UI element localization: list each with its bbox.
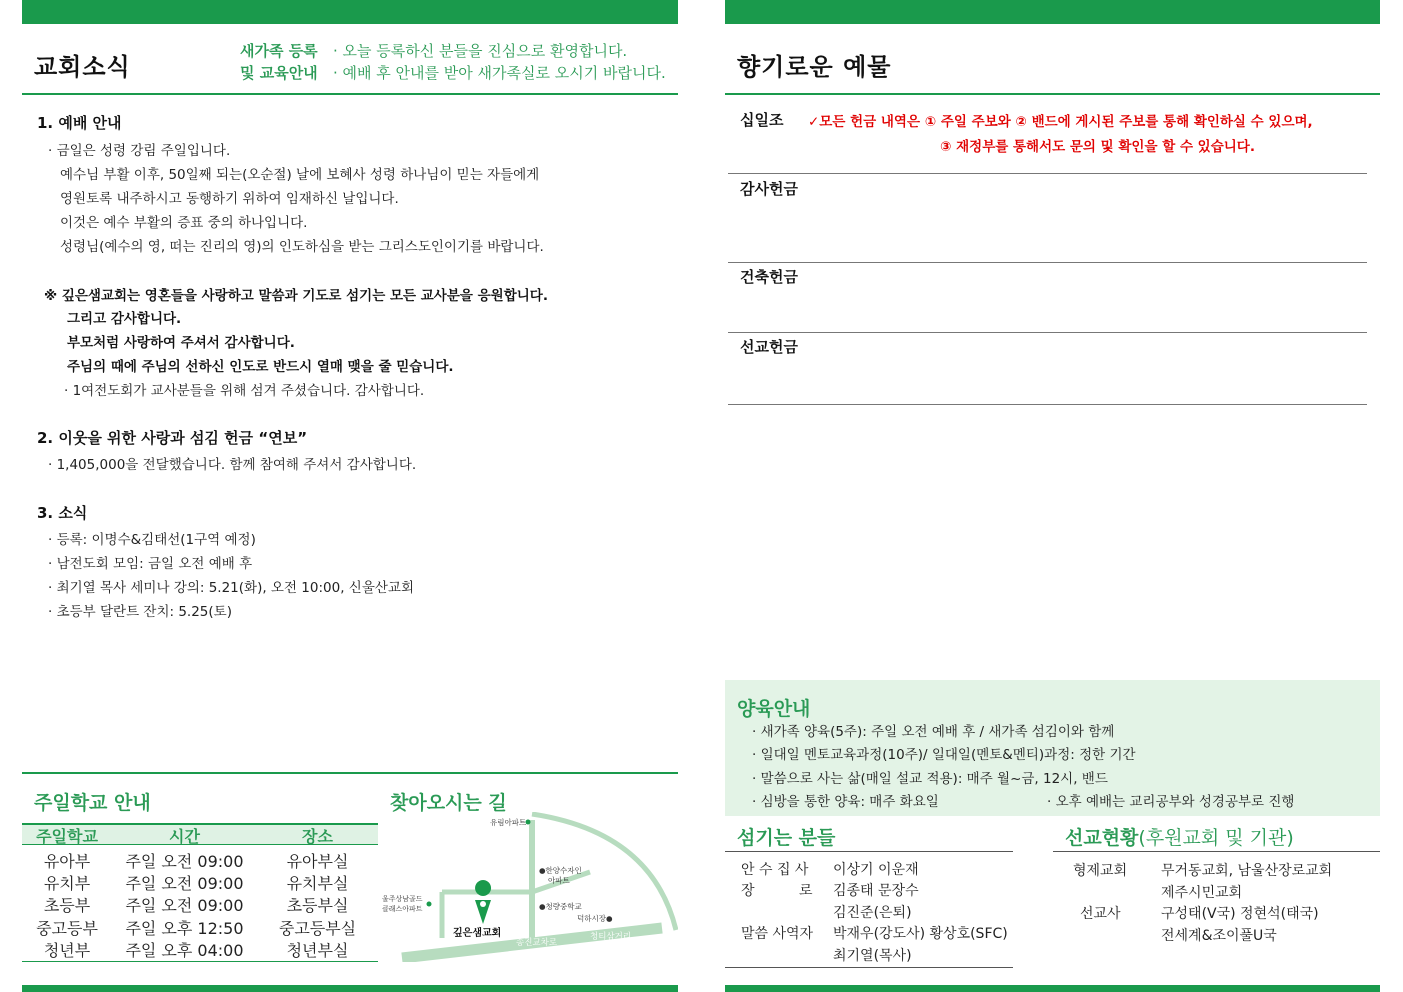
s1-note-0: ※ 깊은샘교회는 영혼들을 사랑하고 말씀과 기도로 섬기는 모든 교사분을 응원합니다. xyxy=(44,288,548,304)
notice-label-line-1: 새가족 등록 xyxy=(240,42,318,60)
edu-line-2: · 말씀으로 사는 삶(매일 설교 적용): 매주 월~금, 12시, 밴드 xyxy=(752,771,1108,787)
school-row-3-place: 중고등부실 xyxy=(278,919,357,938)
servant-names-2: 김진준(은퇴) xyxy=(833,905,912,921)
mission-names-1: 제주시민교회 xyxy=(1161,885,1243,901)
servant-names-3: 박재우(강도사) 황상호(SFC) xyxy=(833,926,1008,942)
map-label-ulju-1: 울주상남골드 xyxy=(382,895,423,903)
s1-note-3: 주님의 때에 주님의 선하신 인도로 반드시 열매 맺을 줄 믿습니다. xyxy=(67,359,454,375)
school-table-bottom xyxy=(22,961,378,962)
top-bar-left xyxy=(22,0,678,24)
map-label-road-1: 송진교차로 xyxy=(516,938,558,948)
edu-line-3: · 심방을 통한 양육: 매주 화요일 xyxy=(752,794,939,810)
s2-line: · 1,405,000을 전달했습니다. 함께 참여해 주셔서 감사합니다. xyxy=(48,457,417,473)
servant-names-1: 김종태 문장수 xyxy=(833,883,919,899)
servant-role-0: 안 수 집 사 xyxy=(741,862,809,878)
notice-label-line-2: 및 교육안내 xyxy=(240,64,318,82)
s1-line-2: 영원토록 내주하시고 동행하기 위하여 임재하신 날입니다. xyxy=(60,191,399,207)
map-label-ulju-2: 클래스아파트 xyxy=(382,905,423,913)
notice-label xyxy=(240,40,318,84)
school-row-0-time: 주일 오전 09:00 xyxy=(125,852,244,871)
servants-title: 섬기는 분들 xyxy=(737,827,836,849)
school-row-0-dept: 유아부 xyxy=(43,852,91,871)
map-label-road-2: 청티삼거리 xyxy=(590,932,632,942)
map-title: 찾아오시는 길 xyxy=(390,792,507,814)
section-1-title: 1. 예배 안내 xyxy=(37,114,122,132)
notice-text xyxy=(333,40,666,84)
s1-line-1: 예수님 부활 이후, 50일째 되는(오순절) 날에 보혜사 성령 하나님이 믿는 자들에게 xyxy=(60,167,540,183)
map-label-cheongnyang: ●청량중학교 xyxy=(539,902,582,911)
map-label-hanyang-1: ●한양수자인 xyxy=(539,866,582,875)
s1-line-4: 성령님(예수의 영, 떠는 진리의 영)의 인도하심을 받는 그리스도인이기를 바랍니다. xyxy=(60,239,544,255)
bottom-bar-left xyxy=(22,985,678,992)
edu-line-0: · 새가족 양육(5주): 주일 오전 예배 후 / 새가족 섬김이와 함께 xyxy=(752,724,1115,740)
tithe-note-line-1: ✓모든 헌금 내역은 ① 주일 주보와 ② 밴드에 게시된 주보를 통해 확인하실 수 있으며, xyxy=(808,114,1313,130)
directions-map xyxy=(382,812,678,962)
s1-note-sub: · 1여전도회가 교사분들을 위해 섬겨 주셨습니다. 감사합니다. xyxy=(64,383,425,399)
school-row-0-place: 유아부실 xyxy=(286,852,349,871)
divider-right-title xyxy=(725,93,1380,95)
map-label-deokha: 덕하시장● xyxy=(577,914,613,923)
school-row-3-dept: 중고등부 xyxy=(36,919,98,938)
map-dot-ulju xyxy=(427,902,432,907)
tithe-label: 십일조 xyxy=(740,111,784,129)
divider-building xyxy=(728,332,1367,333)
s3-line-1: · 남전도회 모임: 금일 오전 예배 후 xyxy=(48,556,253,572)
s3-line-0: · 등록: 이명수&김태선(1구역 예정) xyxy=(48,532,256,548)
notice-line-2: · 예배 후 안내를 받아 새가족실로 오시기 바랍니다. xyxy=(333,64,666,82)
school-row-4-time: 주일 오후 04:00 xyxy=(125,941,244,960)
servant-role-1: 장 로 xyxy=(741,883,813,899)
school-row-4-dept: 청년부 xyxy=(43,941,91,960)
school-row-4-place: 청년부실 xyxy=(286,941,349,960)
map-dot-yurim xyxy=(526,820,531,825)
s1-line-3: 이것은 예수 부활의 증표 중의 하나입니다. xyxy=(60,215,308,231)
divider-left-title xyxy=(22,93,678,95)
school-header-place: 장소 xyxy=(302,827,333,846)
mission-status-main: 선교현황 xyxy=(1065,827,1139,849)
divider-thanks xyxy=(728,262,1367,263)
tithe-note-line-2: ③ 재정부를 통해서도 문의 및 확인을 할 수 있습니다. xyxy=(940,139,1255,155)
servant-names-4: 최기열(목사) xyxy=(833,948,912,964)
thanks-offering-label: 감사헌금 xyxy=(740,180,798,198)
school-row-1-place: 유치부실 xyxy=(286,874,349,893)
mission-names-2: 구성태(V국) 정현석(태국) xyxy=(1161,906,1319,922)
school-header-dept: 주일학교 xyxy=(36,827,98,846)
school-row-1-dept: 유치부 xyxy=(43,874,91,893)
divider-mission xyxy=(728,404,1367,405)
edu-line-1: · 일대일 멘토교육과정(10주)/ 일대일(멘토&멘티)과정: 정한 기간 xyxy=(752,747,1136,763)
map-label-church: 깊은샘교회 xyxy=(453,928,502,939)
school-header-time: 시간 xyxy=(169,827,200,846)
mission-status-sub: (후원교회 및 기관) xyxy=(1138,827,1294,849)
s1-note-2: 부모처럼 사랑하여 주셔서 감사합니다. xyxy=(67,335,295,351)
map-label-yurim: 유림아파트 xyxy=(490,818,527,827)
school-row-2-place: 초등부실 xyxy=(286,896,349,915)
s3-line-3: · 초등부 달란트 잔치: 5.25(토) xyxy=(48,604,232,620)
divider-tithe xyxy=(728,173,1367,174)
section-2-title: 2. 이웃을 위한 사랑과 섬김 헌금 “연보” xyxy=(37,429,308,447)
notice-line-1: · 오늘 등록하신 분들을 진심으로 환영합니다. xyxy=(333,42,628,60)
mission-status-title xyxy=(1065,823,1294,850)
building-offering-label: 건축헌금 xyxy=(740,268,798,286)
s1-line-0: · 금일은 성령 강림 주일입니다. xyxy=(48,143,231,159)
school-row-2-dept: 초등부 xyxy=(43,896,91,915)
section-3-title: 3. 소식 xyxy=(37,504,88,522)
mission-names-3: 전세계&조이풀U국 xyxy=(1161,928,1277,944)
mission-role-2: 선교사 xyxy=(1080,906,1121,922)
servant-role-3: 말씀 사역자 xyxy=(741,926,814,942)
school-row-1-time: 주일 오전 09:00 xyxy=(125,874,244,893)
school-title: 주일학교 안내 xyxy=(34,792,151,814)
servant-names-0: 이상기 이운재 xyxy=(833,862,919,878)
s3-line-2: · 최기열 목사 세미나 강의: 5.21(화), 오전 10:00, 신울산교회 xyxy=(48,580,414,596)
education-title: 양육안내 xyxy=(737,698,811,720)
bottom-bar-right xyxy=(725,985,1380,992)
mission-offering-label: 선교헌금 xyxy=(740,338,798,356)
school-row-3-time: 주일 오후 12:50 xyxy=(125,919,244,938)
page-title-offerings: 향기로운 예물 xyxy=(737,53,892,81)
school-row-2-time: 주일 오전 09:00 xyxy=(125,896,244,915)
servants-bottom xyxy=(725,967,1013,968)
mission-divider xyxy=(1053,851,1380,852)
page-title-news: 교회소식 xyxy=(34,53,131,81)
s1-note-1: 그리고 감사합니다. xyxy=(67,311,182,327)
servants-divider xyxy=(725,851,1013,852)
edu-extra: · 오후 예배는 교리공부와 성경공부로 진행 xyxy=(1047,794,1295,810)
mission-names-0: 무거동교회, 남울산장로교회 xyxy=(1161,863,1333,879)
top-bar-right xyxy=(725,0,1380,24)
mission-role-0: 형제교회 xyxy=(1073,863,1128,879)
divider-school xyxy=(22,772,678,774)
map-label-hanyang-2: 아파트 xyxy=(548,876,570,885)
